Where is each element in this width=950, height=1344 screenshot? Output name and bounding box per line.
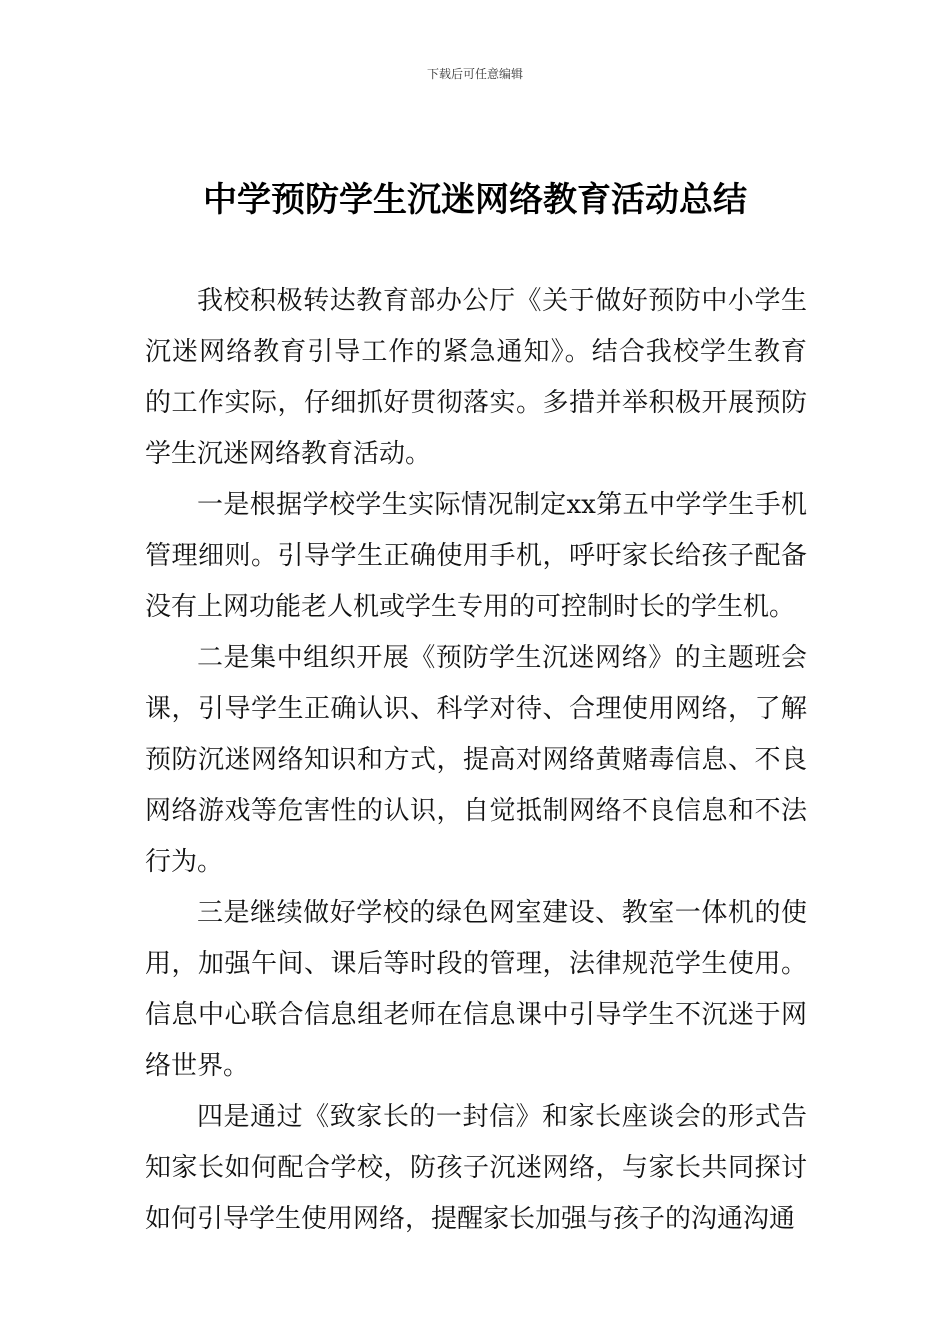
paragraph-measure-2: 二是集中组织开展《预防学生沉迷网络》的主题班会课，引导学生正确认识、科学对待、合理使用网络，了解预防沉迷网络知识和方式，提高对网络黄赌毒信息、不良网络游戏等危害性的认识，自觉抵制网络不良信息和不法行为。 xyxy=(145,643,807,877)
paragraph-measure-4: 四是通过《致家长的一封信》和家长座谈会的形式告知家长如何配合学校，防孩子沉迷网络，与家长共同探讨如何引导学生使用网络，提醒家长加强与孩子的沟通沟通 xyxy=(145,1102,807,1234)
paragraph-intro: 我校积极转达教育部办公厅《关于做好预防中小学生沉迷网络教育引导工作的紧急通知》。结合我校学生教育的工作实际，仔细抓好贯彻落实。多措并举积极开展预防学生沉迷网络教育活动。 xyxy=(145,286,807,469)
header-note: 下载后可任意编辑 xyxy=(426,67,523,81)
document-title: 中学预防学生沉迷网络教育活动总结 xyxy=(203,180,747,220)
paragraph-measure-3: 三是继续做好学校的绿色网室建设、教室一体机的使用，加强午间、课后等时段的管理，法律规范学生使用。信息中心联合信息组老师在信息课中引导学生不沉迷于网络世界。 xyxy=(145,898,807,1081)
document-body xyxy=(145,276,807,1245)
paragraph-measure-1: 一是根据学校学生实际情况制定xx第五中学学生手机管理细则。引导学生正确使用手机，呼吁家长给孩子配备没有上网功能老人机或学生专用的可控制时长的学生机。 xyxy=(145,490,807,622)
